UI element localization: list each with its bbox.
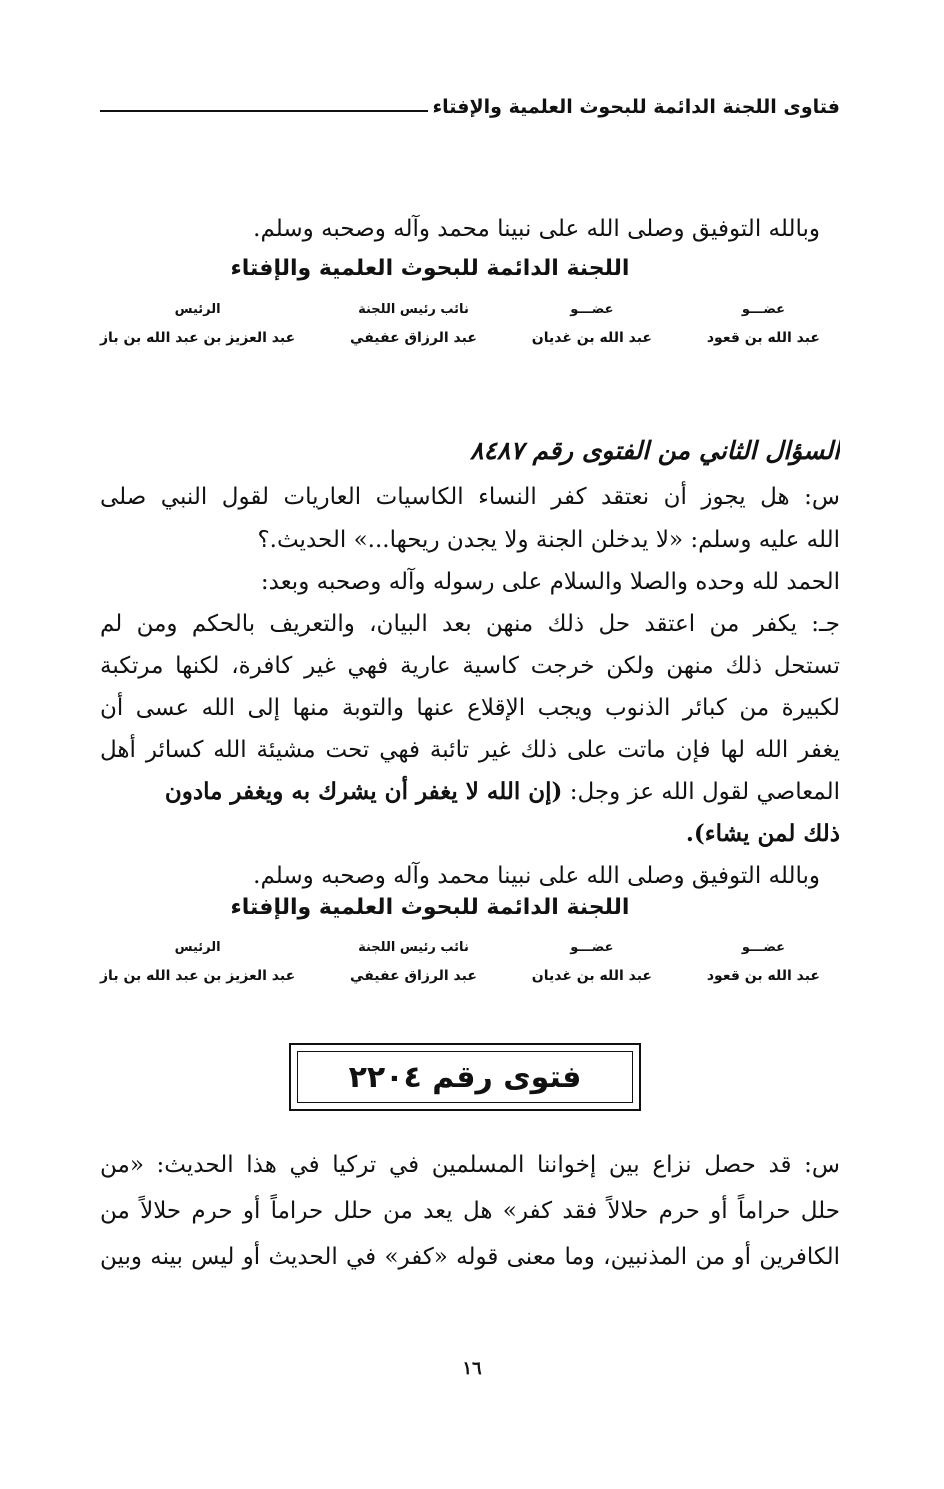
signatory-role: عضـــو	[570, 940, 614, 955]
signatory-vice-chair	[350, 938, 477, 984]
signatory-name: عبد الرزاق عفيفي	[350, 968, 477, 984]
signatory-chair	[100, 938, 295, 984]
answer-line: جـ: يكفر من اعتقد حل ذلك منهن بعد البيان، والتعريف بالحكم ومن لم	[100, 611, 840, 637]
verse-intro: المعاصي لقول الله عز وجل:	[569, 779, 840, 805]
signatory-name: عبد الله بن قعود	[706, 330, 820, 346]
signatory-role: نائب رئيس اللجنة	[358, 940, 469, 955]
fatwa-title: فتوى رقم ٢٢٠٤	[348, 1059, 582, 1095]
closing-line-2: وبالله التوفيق وصلى الله على نبينا محمد وآله وصحبه وسلم.	[253, 863, 820, 889]
signatures-2	[100, 938, 820, 984]
signatory-name: عبد العزيز بن عبد الله بن باز	[100, 968, 296, 984]
committee-name-1: اللجنة الدائمة للبحوث العلمية والإفتاء	[230, 256, 630, 281]
answer-line: تستحل ذلك منهن ولكن خرجت كاسية عارية فهي غير كافرة، لكنها مرتكبة	[100, 653, 840, 679]
signatory-member-2	[532, 938, 652, 984]
signatory-member-1	[707, 300, 820, 346]
question-line: س: هل يجوز أن نعتقد كفر النساء الكاسيات العاريات لقول النبي صلى	[100, 484, 840, 510]
fatwa-number-box	[289, 1043, 641, 1111]
answer-line: لكبيرة من كبائر الذنوب ويجب الإقلاع عنها والتوبة منها إلى الله عسى أن	[100, 695, 840, 721]
quran-verse-end: ذلك لمن يشاء).	[685, 820, 840, 847]
signatory-role: الرئيس	[174, 940, 221, 955]
signatory-name: عبد الله بن غديان	[531, 330, 652, 346]
closing-line-1: وبالله التوفيق وصلى الله على نبينا محمد وآله وصحبه وسلم.	[253, 216, 820, 242]
signatory-name: عبد العزيز بن عبد الله بن باز	[100, 330, 296, 346]
page-number: ١٦	[462, 1358, 482, 1379]
committee-name-2: اللجنة الدائمة للبحوث العلمية والإفتاء	[230, 895, 630, 920]
fatwa-question-line: حلل حراماً أو حرم حلالاً فقد كفر» هل يعد من حلل حراماً أو حرم حلالاً من	[100, 1198, 840, 1224]
signatory-role: عضـــو	[570, 302, 614, 317]
signatory-role: عضـــو	[741, 302, 786, 317]
question-line: الله عليه وسلم: «لا يدخلن الجنة ولا يجدن ريحها...» الحديث.؟	[257, 527, 840, 553]
signatory-member-1	[707, 938, 820, 984]
quran-verse: (إن الله لا يغفر أن يشرك به ويغفر مادون	[164, 778, 563, 805]
signatory-role: نائب رئيس اللجنة	[358, 302, 469, 317]
fatwa-question-line: س: قد حصل نزاع بين إخواننا المسلمين في تركيا في هذا الحديث: «من	[100, 1152, 840, 1178]
signatory-member-2	[532, 300, 652, 346]
question-heading: السؤال الثاني من الفتوى رقم ٨٤٨٧	[470, 436, 840, 465]
answer-line: يغفر الله لها فإن ماتت على ذلك غير تائبة فهي تحت مشيئة الله كسائر أهل	[100, 737, 840, 763]
signatory-name: عبد الله بن غديان	[531, 968, 652, 984]
signatory-role: عضـــو	[741, 940, 786, 955]
signatory-name: عبد الله بن قعود	[706, 968, 820, 984]
answer-line: الحمد لله وحده والصلا والسلام على رسوله وآله وصحبه وبعد:	[260, 569, 840, 595]
fatwa-question-line: الكافرين أو من المذنبين، وما معنى قوله «كفر» في الحديث أو ليس بينه وبين	[100, 1244, 840, 1270]
header-title: فتاوى اللجنة الدائمة للبحوث العلمية والإفتاء	[432, 96, 840, 118]
signatory-chair	[100, 300, 295, 346]
running-header	[100, 90, 840, 124]
signatory-vice-chair	[350, 300, 477, 346]
signatory-role: الرئيس	[174, 302, 221, 317]
header-rule	[100, 110, 428, 112]
signatory-name: عبد الرزاق عفيفي	[350, 330, 477, 346]
signatures-1	[100, 300, 820, 346]
answer-line	[100, 773, 840, 811]
